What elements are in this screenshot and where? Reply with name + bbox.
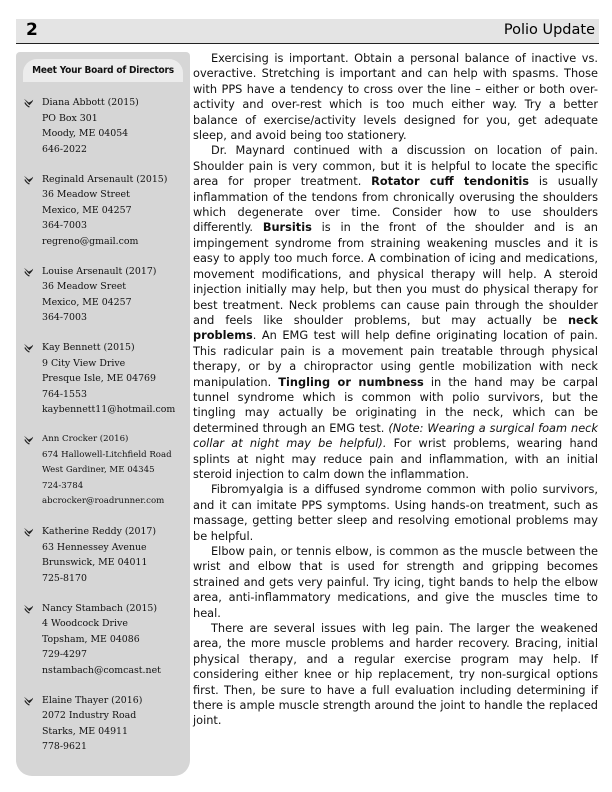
board-member (16, 172, 190, 250)
member-name: Katherine Reddy (2017) (42, 526, 157, 537)
fleuron-bullet-icon (23, 342, 34, 353)
sidebar-header (23, 59, 183, 82)
member-name: Reginald Arsenault (2015) (42, 173, 168, 185)
bold-term: neck problems (193, 312, 598, 343)
member-phone: 764-1553 (42, 388, 87, 400)
page-number: 2 (26, 20, 38, 40)
text-run: is usually inflammation of the tendons from chronically overusing the shoulders which degenerate over time. Consider how to use shoulders differently. (193, 174, 599, 235)
fleuron-bullet-icon (23, 526, 34, 537)
paragraph-exercise: Exercising is important. Obtain a personal balance of inactive vs. overactive. Stretching is important and can help with spasms. Those with PPS have a tendency to cross over the line – either or both over-activity and over-rest which is too much either way. Try a better balance of exercise/activity levels designed for you, get adequate sleep, and avoid being too stationery. (193, 51, 598, 143)
member-city: Starks, ME 04911 (42, 725, 128, 737)
member-city: West Gardiner, ME 04345 (42, 465, 155, 475)
paragraph-shoulder-pain (193, 143, 598, 482)
paragraph-elbow-pain: Elbow pain, or tennis elbow, is common as the muscle between the wrist and elbow that is used for strength and gripping becomes strained and gets very painful. Try icing, tight bands to help the elbow area, anti-inflammatory medications, and give the muscles time to heal. (193, 544, 598, 620)
paragraph-leg-pain: There are several issues with leg pain. The larger the weakened area, the more muscle problems and harder recovery. Bracing, initial physical therapy, and a regular exercise program may help. If considering either knee or hip replacement, try non-surgical options first. Then, be sure to have a full evaluation including determining if there is ample muscle strength around the joint to handle the replaced joint. (193, 621, 598, 728)
member-street: 2072 Industry Road (42, 710, 137, 721)
board-member (16, 693, 190, 755)
member-email: abcrocker@roadrunner.com (42, 496, 165, 506)
member-city: Moody, ME 04054 (42, 128, 129, 139)
publication-title: Polio Update (503, 22, 595, 38)
bold-term: Rotator cuff tendonitis (371, 174, 530, 189)
member-phone: 364-7003 (42, 220, 87, 231)
board-member (16, 95, 190, 157)
member-email: kaybennett11@hotmail.com (42, 404, 176, 415)
member-city: Mexico, ME 04257 (42, 204, 132, 216)
fleuron-bullet-icon (23, 695, 34, 706)
member-street: 36 Meadow Street (42, 189, 130, 200)
member-city: Mexico, ME 04257 (42, 296, 132, 308)
member-street: 674 Hallowell-Litchfield Road (42, 449, 172, 460)
fleuron-bullet-icon (23, 603, 34, 614)
board-member (16, 264, 190, 326)
fleuron-bullet-icon (23, 266, 34, 277)
board-member (16, 601, 190, 679)
fleuron-bullet-icon (23, 174, 34, 185)
bold-term: Tingling or numbness (278, 374, 424, 389)
member-name: Ann Crocker (2016) (42, 434, 129, 444)
member-phone: 729-4297 (42, 649, 87, 660)
text-run: Dr. Maynard continued with a discussion on location of pain. Shoulder pain is very common, but it is helpful to locate the specific area for proper treatment. (193, 143, 598, 189)
text-run: . An EMG test will help define originating location of pain. This radicular pain is a movement pain treatable through physical therapy, or by a chiropractor using gentle mobilization with neck manipulation. (193, 328, 598, 389)
board-member-list (16, 95, 190, 769)
member-city: Topsham, ME 04086 (42, 633, 140, 645)
member-city: Brunswick, ME 04011 (42, 557, 148, 568)
paragraph-fibromyalgia: Fibromyalgia is a diffused syndrome common with polio survivors, and it can imitate PPS symptoms. Using hands-on treatment, such as massage, getting better sleep and resolving emotional problems may be helpful. (193, 482, 598, 543)
member-name: Nancy Stambach (2015) (42, 602, 158, 614)
member-street: 9 City View Drive (42, 357, 126, 369)
board-of-directors-sidebar (16, 52, 190, 776)
board-member (16, 524, 190, 586)
bold-term: Bursitis (262, 220, 312, 235)
text-run: is in the front of the shoulder and is an impingement syndrome from straining weakening muscles and it is easy to apply too much force. A combination of icing and medications, movement modifications, and physical therapy will help. A steroid injection initially may help, but then you must do physical therapy for best treatment. Neck problems can cause pain through the shoulder and feels like shoulder problems, but may actually be (193, 220, 598, 327)
member-name: Diana Abbott (2015) (42, 97, 139, 108)
text-run: For wrist problems, wearing hand splints at night may reduce pain and inflammation, with an initial steroid injection to calm down the inflammation. (193, 436, 598, 481)
member-street: PO Box 301 (42, 112, 98, 124)
member-street: 63 Hennessey Avenue (42, 541, 147, 553)
article-body (193, 51, 598, 729)
member-phone: 778-9621 (42, 741, 87, 752)
sidebar-title: Meet Your Board of Directors (32, 65, 174, 76)
text-run: in the hand may be carpal tunnel syndrome which is common with polio survivors, but the tingling may actually be originating in the neck, which can be determined through an EMG test. (193, 374, 598, 435)
member-phone: 646-2022 (42, 143, 87, 155)
fleuron-bullet-icon (23, 434, 34, 445)
italic-note: (Note: Wearing a surgical foam neck collar at night may be helpful). (193, 420, 598, 451)
header-bar (16, 19, 599, 44)
member-name: Louise Arsenault (2017) (42, 265, 157, 277)
member-street: 36 Meadow Sreet (42, 281, 127, 292)
board-member (16, 340, 190, 418)
board-member (16, 432, 190, 510)
member-email: nstambach@comcast.net (42, 664, 161, 676)
member-email: regreno@gmail.com (42, 235, 139, 247)
fleuron-bullet-icon (23, 97, 34, 108)
member-phone: 364-7003 (42, 312, 87, 323)
member-phone: 725-8170 (42, 572, 87, 584)
member-city: Presque Isle, ME 04769 (42, 373, 156, 384)
member-phone: 724-3784 (42, 480, 84, 491)
member-name: Elaine Thayer (2016) (42, 694, 143, 706)
member-name: Kay Bennett (2015) (42, 342, 135, 353)
member-street: 4 Woodcock Drive (42, 618, 128, 629)
